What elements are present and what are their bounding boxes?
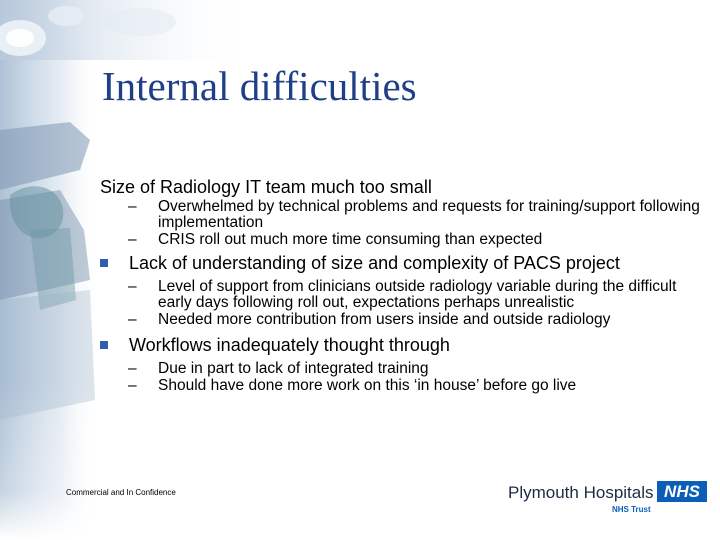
square-bullet-icon [100,259,108,267]
slide-title: Internal difficulties [102,63,417,109]
point-1-text: Size of Radiology IT team much too small [100,177,432,197]
plymouth-hospitals-logo [508,480,708,516]
point-2 [100,252,710,274]
dash-marker: – [128,278,137,295]
subpoint-3-2: – Should have done more work on this ‘in house’ before go live [128,377,577,394]
dash-marker: – [128,311,137,328]
dash-marker: – [128,231,137,248]
dash-marker: – [128,360,137,377]
point-1 [100,176,710,198]
subpoint-1-2: – CRIS roll out much more time consuming than expected [128,231,543,248]
dash-marker: – [128,198,137,215]
confidentiality-note: Commercial and In Confidence [66,488,176,497]
square-bullet-icon [100,341,108,349]
bullet-list [100,176,710,394]
subpoint-2-1: – Level of support from clinicians outside radiology variable during the difficult early days following roll out, expectations perhaps unrealistic [128,278,677,311]
nhs-badge-text: NHS [664,482,700,501]
subpoint-2-2: – Needed more contribution from users inside and outside radiology [128,311,611,328]
subpoint-3-1: – Due in part to lack of integrated training [128,360,429,377]
point-3 [100,334,710,356]
nhs-trust-label: NHS Trust [612,505,651,514]
point-2-text: Lack of understanding of size and complexity of PACS project [129,253,620,273]
dash-marker: – [128,377,137,394]
nhs-badge [657,481,707,502]
subpoint-1-1: – Overwhelmed by technical problems and requests for training/support following implementation [128,198,700,231]
point-3-text: Workflows inadequately thought through [129,335,450,355]
org-name: Plymouth Hospitals [508,483,654,502]
